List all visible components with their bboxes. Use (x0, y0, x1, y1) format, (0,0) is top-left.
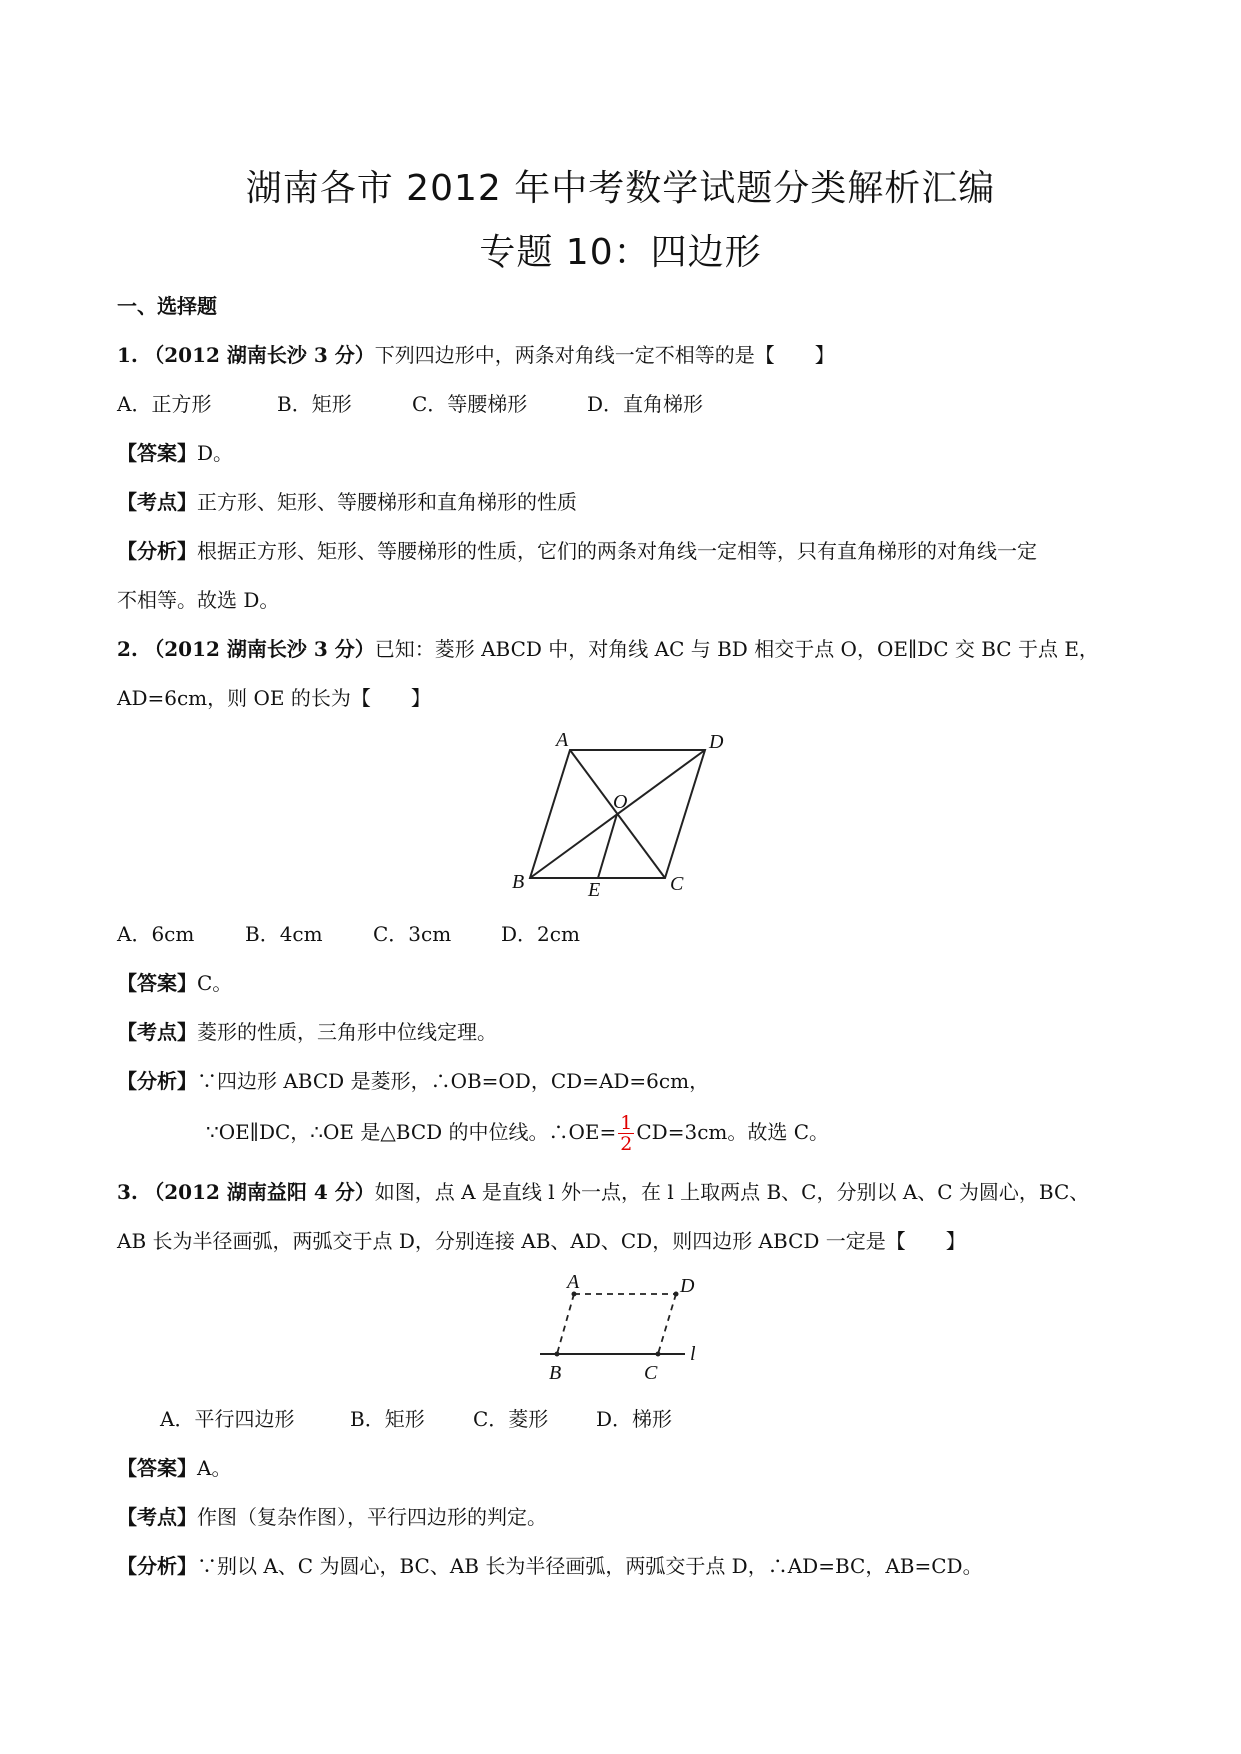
option-a: A．正方形 (117, 392, 212, 416)
option-c: C．3cm (373, 922, 452, 946)
label-c: C (670, 873, 684, 895)
section-heading: 一、选择题 (117, 294, 217, 318)
question-3-stem-cont: AB 长为半径画弧，两弧交于点 D，分别连接 AB、AD、CD，则四边形 ABCD 一定是【 】 (117, 1229, 966, 1253)
question-1-point (117, 488, 577, 516)
question-2-options (117, 920, 580, 948)
analysis-text: 根据正方形、矩形、等腰梯形的性质，它们的两条对角线一定相等，只有直角梯形的对角线一定 (197, 539, 1037, 563)
document-subtitle: 专题 10：四边形 (479, 232, 762, 273)
option-b: B．4cm (245, 922, 323, 946)
question-2-analysis-cont (206, 1108, 829, 1156)
label-a: A (567, 1271, 580, 1293)
analysis-label: 【分析】 (117, 1069, 197, 1093)
question-3-stem (117, 1178, 1089, 1206)
answer-value: C。 (197, 971, 233, 995)
question-3-answer (117, 1454, 231, 1482)
point-label: 【考点】 (117, 1505, 197, 1529)
option-c: C．等腰梯形 (412, 392, 528, 416)
point-text: 作图（复杂作图），平行四边形的判定。 (197, 1505, 547, 1529)
label-e: E (588, 879, 601, 896)
question-3-analysis (117, 1552, 983, 1580)
question-number: 3. (117, 1180, 138, 1204)
option-d: D．2cm (501, 922, 580, 946)
point-text: 正方形、矩形、等腰梯形和直角梯形的性质 (197, 490, 577, 514)
question-2-answer (117, 969, 232, 997)
question-2-stem (117, 635, 1099, 663)
question-number: 1. (117, 343, 138, 367)
fraction-one-half (618, 1113, 634, 1154)
option-a: A．平行四边形 (160, 1407, 295, 1431)
label-d: D (709, 731, 724, 753)
label-d: D (680, 1275, 695, 1297)
answer-label: 【答案】 (117, 441, 197, 465)
question-1-answer (117, 439, 233, 467)
question-3-options (160, 1405, 672, 1433)
answer-value: A。 (197, 1456, 232, 1480)
option-b: B．矩形 (277, 392, 352, 416)
question-1-analysis-cont: 不相等。故选 D。 (117, 588, 280, 612)
analysis-text: ∵别以 A、C 为圆心，BC、AB 长为半径画弧，两弧交于点 D，∴AD=BC，AB=CD。 (197, 1554, 983, 1578)
option-c: C．菱形 (473, 1407, 549, 1431)
point-label: 【考点】 (117, 1020, 197, 1044)
fraction-denominator: 2 (620, 1133, 633, 1155)
question-2-stem-cont: AD=6cm，则 OE 的长为【 】 (117, 686, 431, 710)
label-l: l (690, 1343, 696, 1365)
label-b: B (549, 1362, 562, 1384)
question-2-analysis (117, 1067, 709, 1095)
point-label: 【考点】 (117, 490, 197, 514)
analysis-text-b: CD=3cm。故选 C。 (636, 1120, 830, 1144)
question-source: （2012 湖南益阳 4 分） (144, 1180, 375, 1204)
label-b: B (512, 871, 525, 893)
question-text: 下列四边形中，两条对角线一定不相等的是【 】 (374, 343, 835, 367)
label-a: A (556, 729, 569, 751)
option-d: D．梯形 (596, 1407, 673, 1431)
answer-label: 【答案】 (117, 1456, 197, 1480)
point-text: 菱形的性质，三角形中位线定理。 (197, 1020, 497, 1044)
document-title: 湖南各市 2012 年中考数学试题分类解析汇编 (245, 168, 996, 209)
question-1-stem (117, 341, 835, 369)
question-source: （2012 湖南长沙 3 分） (144, 637, 375, 661)
answer-label: 【答案】 (117, 971, 197, 995)
option-a: A．6cm (117, 922, 195, 946)
option-b: B．矩形 (350, 1407, 425, 1431)
analysis-label: 【分析】 (117, 1554, 197, 1578)
analysis-label: 【分析】 (117, 539, 197, 563)
analysis-text-a: ∵OE∥DC，∴OE 是△BCD 的中位线。∴OE= (206, 1120, 617, 1144)
parallelogram-figure (530, 1270, 715, 1390)
rhombus-figure (500, 728, 740, 896)
option-d: D．直角梯形 (587, 392, 704, 416)
question-number: 2. (117, 637, 138, 661)
question-3-point (117, 1503, 547, 1531)
label-c: C (644, 1362, 658, 1384)
fraction-numerator: 1 (620, 1112, 633, 1134)
question-text: 已知：菱形 ABCD 中，对角线 AC 与 BD 相交于点 O，OE∥DC 交 BC 于点 E， (374, 637, 1099, 661)
answer-value: D。 (197, 441, 234, 465)
question-text: 如图，点 A 是直线 l 外一点，在 l 上取两点 B、C，分别以 A、C 为圆心，BC、 (374, 1180, 1090, 1204)
analysis-text: ∵四边形 ABCD 是菱形，∴OB=OD，CD=AD=6cm， (197, 1069, 710, 1093)
question-2-point (117, 1018, 497, 1046)
label-o: O (613, 791, 628, 813)
question-1-analysis (117, 537, 1037, 565)
question-source: （2012 湖南长沙 3 分） (144, 343, 375, 367)
question-1-options (117, 390, 703, 418)
